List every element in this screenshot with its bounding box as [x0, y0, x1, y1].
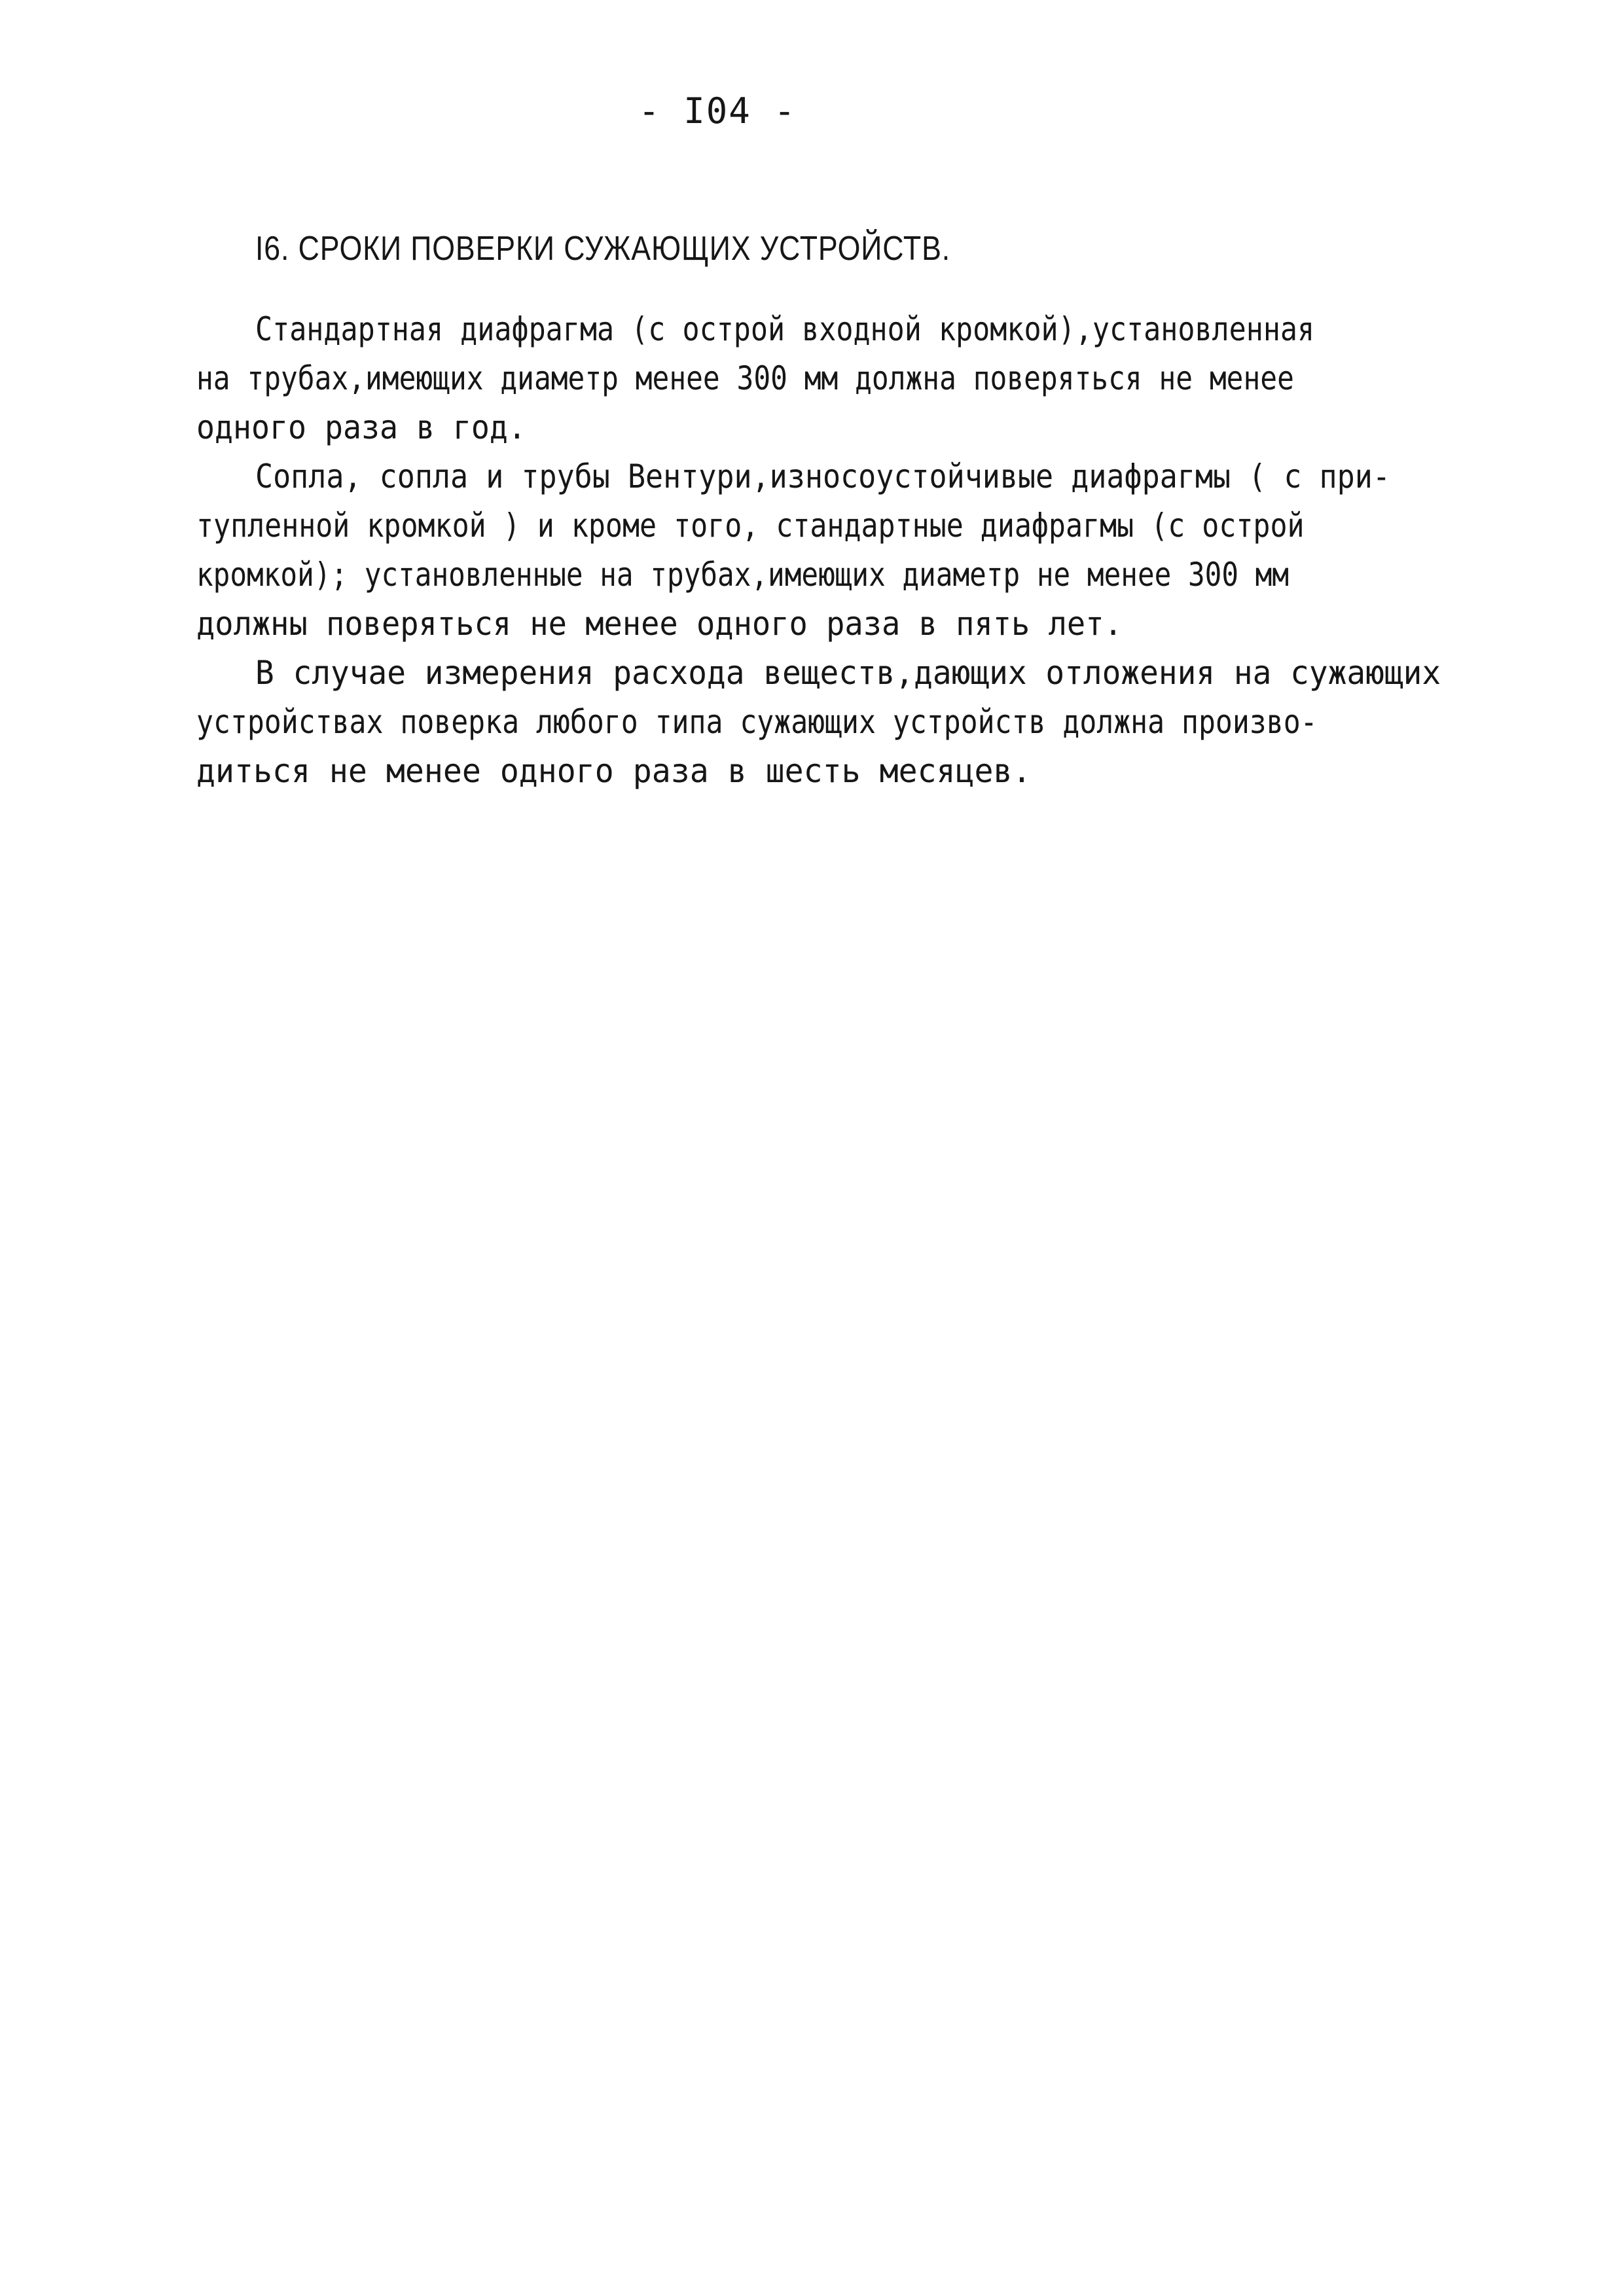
paragraph-3-line-2: устройствах поверка любого типа сужающих устройств должна произво- [196, 703, 1318, 741]
paragraph-3-line-1: В случае измерения расхода веществ,дающих отложения на сужающих [255, 654, 1441, 692]
paragraph-2-line-1: Сопла, сопла и трубы Вентури,износоустойчивые диафрагмы ( с при- [255, 457, 1390, 495]
paragraph-2-line-2: тупленной кромкой ) и кроме того, стандартные диафрагмы (с острой [196, 507, 1305, 545]
paragraph-3-line-3: диться не менее одного раза в шесть месяцев. [196, 752, 1032, 790]
paragraph-2-line-3: кромкой); установленные на трубах,имеющих диаметр не менее 300 мм [196, 556, 1290, 594]
paragraph-1-line-3: одного раза в год. [196, 408, 526, 446]
section-heading: I6. СРОКИ ПОВЕРКИ СУЖАЮЩИХ УСТРОЙСТВ. [255, 230, 951, 268]
paragraph-1-line-2: на трубах,имеющих диаметр менее 300 мм должна поверяться не менее [196, 359, 1294, 397]
page-number: - I04 - [638, 90, 797, 132]
paragraph-2-line-4: должны поверяться не менее одного раза в пять лет. [196, 605, 1123, 643]
paragraph-1-line-1: Стандартная диафрагма (с острой входной кромкой),установленная [255, 310, 1315, 348]
